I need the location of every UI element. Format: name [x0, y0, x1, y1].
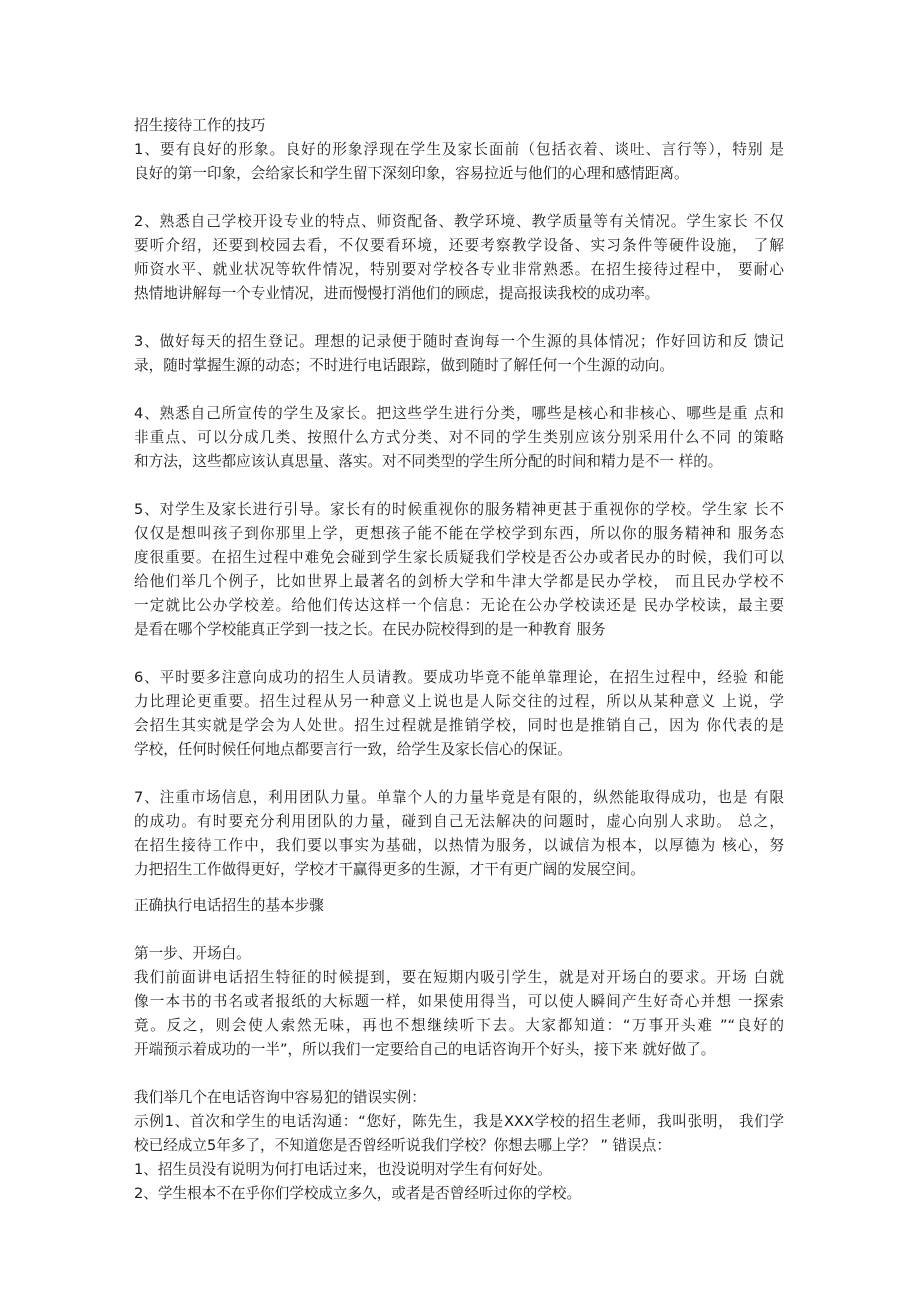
- paragraph-line: 会招生其实就是学会为人处世。招生过程就是推销学校，同时也是推销自己，因为 你代表的是: [134, 717, 784, 734]
- paragraph-line: 3、做好每天的招生登记。理想的记录便于随时查询每一个生源的具体情况；作好回访和反 馈记: [134, 333, 784, 350]
- paragraph-line: 我们前面讲电话招生特征的时候提到，要在短期内吸引学生，就是对开场白的要求。开场 白就: [134, 969, 784, 986]
- paragraph-item-1: [134, 138, 784, 186]
- paragraph-line: 开端预示着成功的一半”，所以我们一定要给自己的电话咨询开个好头，接下来 就好做了。: [134, 1041, 716, 1058]
- paragraph-line: 学校，任何时候任何地点都要言行一致，给学生及家长信心的保证。: [134, 741, 572, 758]
- paragraph-line: 6、平时要多注意向成功的招生人员请教。要成功毕竟不能单靠理论，在招生过程中，经验 和能: [134, 669, 784, 686]
- paragraph-line: 的成功。有时要充分利用团队的力量，碰到自己无法解决的问题时，虚心向别人求助。 总之，: [134, 813, 784, 830]
- paragraph-line: 给他们举几个例子，比如世界上最著名的剑桥大学和牛津大学都是民办学校， 而且民办学校不: [134, 573, 784, 590]
- paragraph-line: 良好的第一印象，会给家长和学生留下深刻印象，容易拉近与他们的心理和感情距离。: [134, 165, 689, 182]
- paragraph-line: 非重点、可以分成几类、按照什么方式分类、对不同的学生类别应该分别采用什么不同 的策略: [134, 429, 784, 446]
- paragraph-line: 度很重要。在招生过程中难免会碰到学生家长质疑我们学校是否公办或者民办的时候，我们可以: [134, 549, 784, 566]
- paragraph-line: 2、熟悉自己学校开设专业的特点、师资配备、教学环境、教学质量等有关情况。学生家长 不仅: [134, 213, 784, 230]
- section-title: 正确执行电话招生的基本步骤: [134, 897, 324, 914]
- paragraph-line: 热情地讲解每一个专业情况，进而慢慢打消他们的顾虑，提高报读我校的成功率。: [134, 285, 660, 302]
- paragraph-line: 7、注重市场信息，利用团队力量。单靠个人的力量毕竟是有限的，纵然能取得成功，也是 有限: [134, 789, 784, 806]
- paragraph-item-7: [134, 786, 784, 882]
- paragraph-line: 示例1、首次和学生的电话沟通：“您好，陈先生，我是XXX学校的招生老师，我叫张明， 我们学: [134, 1113, 784, 1130]
- paragraph-line: 录，随时掌握生源的动态；不时进行电话跟踪，做到随时了解任何一个生源的动向。: [134, 357, 674, 374]
- paragraph-line: 像一本书的书名或者报纸的大标题一样，如果使用得当，可以使人瞬间产生好奇心并想 一探索: [134, 993, 784, 1010]
- paragraph-line: 竟。反之，则会使人索然无味，再也不想继续听下去。大家都知道：“万事开头难 ”“良好的: [134, 1017, 784, 1034]
- paragraph-item-6: [134, 666, 784, 762]
- paragraph-line: 师资水平、就业状况等软件情况，特别要对学校各专业非常熟悉。在招生接待过程中， 要耐心: [134, 261, 784, 278]
- section-title: 招生接待工作的技巧: [134, 117, 266, 134]
- paragraph-item-5: [134, 498, 784, 642]
- paragraph-item-2: [134, 210, 784, 306]
- paragraph-line: 在招生接待工作中，我们要以事实为基础，以热情为服务，以诚信为根本，以厚德为 核心，努: [134, 837, 784, 854]
- paragraph-line: 是看在哪个学校能真正学到一技之长。在民办院校得到的是一种教育 服务: [134, 621, 606, 638]
- paragraph-line: 4、熟悉自己所宣传的学生及家长。把这些学生进行分类，哪些是核心和非核心、哪些是重 点和: [134, 405, 784, 422]
- paragraph-line: 要听介绍，还要到校园去看，不仅要看环境，还要考察教学设备、实习条件等硬件设施， 了解: [134, 237, 784, 254]
- paragraph-line: 校已经成立5年多了，不知道您是否曾经听说我们学校？你想去哪上学？ ” 错误点：: [134, 1137, 671, 1154]
- step-body: [134, 966, 784, 1062]
- step-title: 第一步、开场白。: [134, 945, 251, 962]
- paragraph-item-3: [134, 330, 784, 378]
- example-1: [134, 1110, 784, 1158]
- document-page: [134, 114, 784, 1206]
- paragraph-line: 1、要有良好的形象。良好的形象浮现在学生及家长面前（包括衣着、谈吐、言行等），特别 是: [134, 141, 784, 158]
- examples-intro: 我们举几个在电话咨询中容易犯的错误实例：: [134, 1089, 426, 1106]
- paragraph-line: 5、对学生及家长进行引导。家长有的时候重视你的服务精神更甚于重视你的学校。学生家 长不: [134, 501, 784, 518]
- paragraph-item-4: [134, 402, 784, 474]
- error-item: 2、学生根本不在乎你们学校成立多久，或者是否曾经听过你的学校。: [134, 1185, 582, 1202]
- error-item: 1、招生员没有说明为何打电话过来，也没说明对学生有何好处。: [134, 1161, 552, 1178]
- paragraph-line: 力比理论更重要。招生过程从另一种意义上说也是人际交往的过程，所以从某种意义 上说，学: [134, 693, 784, 710]
- paragraph-line: 力把招生工作做得更好，学校才干赢得更多的生源，才干有更广阔的发展空间。: [134, 861, 645, 878]
- paragraph-line: 和方法，这些都应该认真思量、落实。对不同类型的学生所分配的时间和精力是不一 样的。: [134, 453, 723, 470]
- error-list: [134, 1158, 784, 1206]
- paragraph-line: 仅仅是想叫孩子到你那里上学，更想孩子能不能在学校学到东西，所以你的服务精神和 服务态: [134, 525, 784, 542]
- paragraph-line: 一定就比公办学校差。给他们传达这样一个信息：无论在公办学校读还是 民办学校读，最主要: [134, 597, 784, 614]
